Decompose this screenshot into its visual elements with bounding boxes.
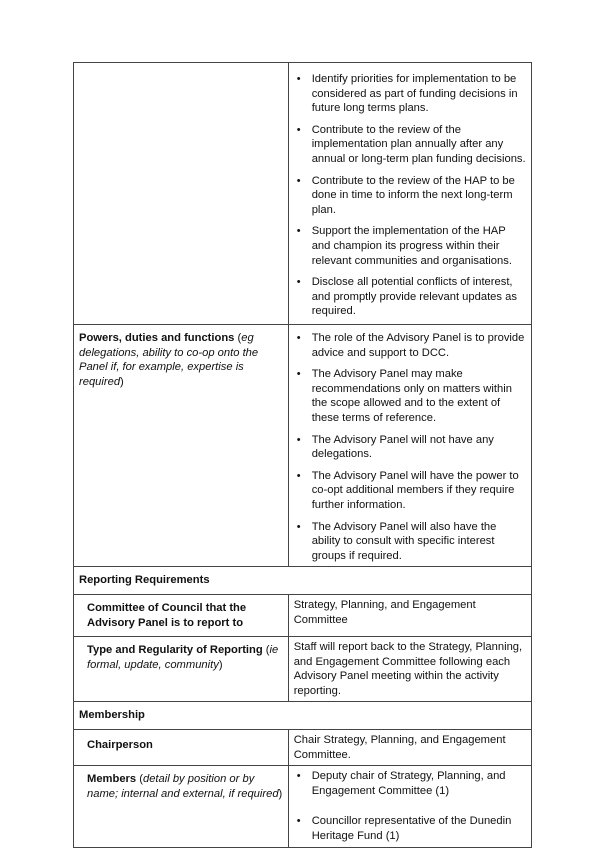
powers-label-cell	[74, 325, 289, 567]
powers-label: Powers, duties and functions	[79, 332, 235, 344]
list-item: • The Advisory Panel may make recommendations only on matters within the scope allowed and to the extent of these terms of reference.	[312, 367, 526, 425]
reporting-heading-row	[74, 567, 532, 595]
powers-label-close: )	[120, 375, 124, 388]
membership-heading: Membership	[74, 702, 532, 730]
priorities-label-cell	[74, 63, 289, 325]
members-label-cell	[74, 766, 289, 847]
list-item: • Contribute to the review of the HAP to be done in time to inform the next long-term plan.	[312, 174, 526, 218]
priorities-row	[74, 63, 532, 325]
committee-row	[74, 594, 532, 636]
list-item: • The Advisory Panel will also have the ability to consult with specific interest groups if required.	[312, 520, 526, 564]
members-row	[74, 766, 532, 847]
list-item: • Contribute to the review of the implementation plan annually after any annual or long-term plan funding decisions.	[312, 123, 526, 167]
reporting-heading: Reporting Requirements	[74, 567, 532, 595]
members-label-note: detail by position or by name; internal and external, if required	[87, 773, 279, 800]
list-item: • Identify priorities for implementation to be considered as part of funding decisions in future long terms plans.	[312, 72, 526, 116]
priorities-list	[294, 72, 526, 319]
members-label-close: )	[278, 787, 283, 800]
terms-of-reference-document	[73, 62, 532, 848]
list-item: • Deputy chair of Strategy, Planning, and Engagement Committee (1)	[312, 769, 526, 798]
reporting-type-label: Type and Regularity of Reporting	[87, 644, 263, 657]
list-item: • The Advisory Panel will not have any delegations.	[312, 433, 526, 462]
powers-list	[294, 331, 526, 563]
chair-label: Chairperson	[74, 730, 289, 766]
powers-label-note: eg delegations, ability to co-op onto the Panel if, for example, expertise is required	[79, 332, 259, 388]
priorities-bullets-cell	[288, 63, 531, 325]
powers-bullets-cell	[288, 325, 531, 567]
reporting-type-open: (	[262, 644, 270, 657]
reporting-type-close: )	[218, 658, 223, 671]
list-item: • The Advisory Panel will have the power to co-opt additional members if they require further information.	[312, 469, 526, 513]
reporting-type-label-cell	[74, 637, 289, 702]
chair-value: Chair Strategy, Planning, and Engagement Committee.	[288, 730, 531, 766]
members-bullets-cell	[288, 766, 531, 847]
members-list	[294, 769, 526, 843]
powers-label-open: (	[234, 332, 242, 344]
list-item: • Disclose all potential conflicts of interest, and promptly provide relevant updates as required.	[312, 275, 526, 319]
chair-row	[74, 730, 532, 766]
terms-table	[73, 62, 532, 848]
members-label: Members	[87, 773, 137, 786]
membership-heading-row	[74, 702, 532, 730]
members-label-open: (	[136, 773, 143, 786]
list-item: • The role of the Advisory Panel is to provide advice and support to DCC.	[312, 331, 526, 360]
reporting-type-value: Staff will report back to the Strategy, Planning, and Engagement Committee following each Advisory Panel meeting within the activity reporting.	[288, 637, 531, 702]
list-item: • Councillor representative of the Dunedin Heritage Fund (1)	[312, 814, 526, 843]
reporting-type-row	[74, 637, 532, 702]
reporting-type-note: ie formal, update, community	[87, 644, 279, 671]
list-item: • Support the implementation of the HAP and champion its progress within their relevant communities and organisations.	[312, 224, 526, 268]
committee-value: Strategy, Planning, and Engagement Committee	[288, 594, 531, 636]
committee-label: Committee of Council that the Advisory Panel is to report to	[74, 594, 289, 636]
powers-row	[74, 325, 532, 567]
